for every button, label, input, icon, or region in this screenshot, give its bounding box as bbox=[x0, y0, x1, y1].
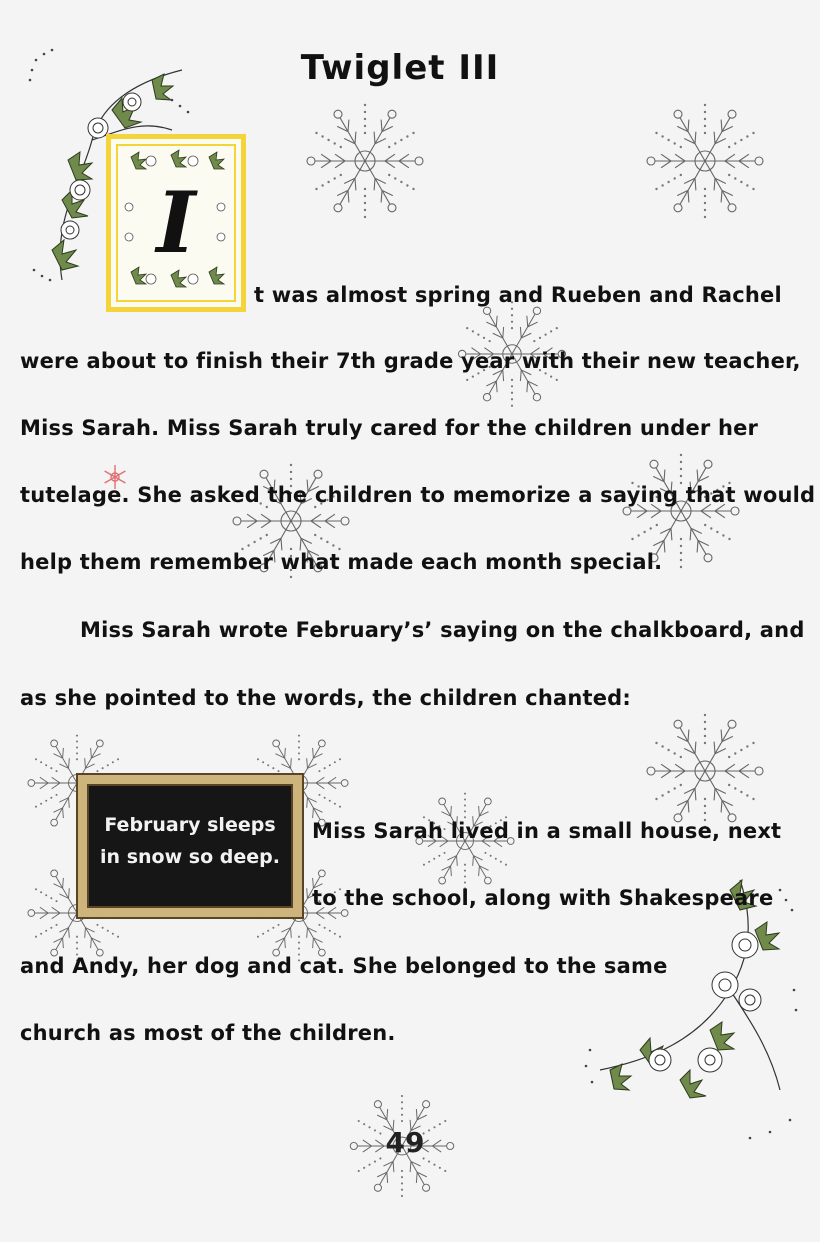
drop-cap-letter: I bbox=[156, 173, 196, 272]
body-text-line: tutelage. She asked the children to memorize a saying that would bbox=[20, 483, 816, 507]
body-text-line: Miss Sarah wrote February’s’ saying on the chalkboard, and bbox=[80, 618, 805, 642]
body-text-line: were about to finish their 7th grade year with their new teacher, bbox=[20, 349, 801, 373]
body-text-line: as she pointed to the words, the children chanted: bbox=[20, 686, 632, 710]
body-text-line: church as most of the children. bbox=[20, 1021, 396, 1045]
body-text-line: and Andy, her dog and cat. She belonged to the same bbox=[20, 954, 668, 978]
body-text-line: Miss Sarah lived in a small house, next bbox=[312, 819, 782, 843]
chalkboard-line: February sleeps bbox=[104, 814, 276, 836]
snowflake-decoration bbox=[640, 96, 770, 226]
chalkboard bbox=[78, 775, 302, 917]
body-text-line: Miss Sarah. Miss Sarah truly cared for the children under her bbox=[20, 416, 759, 440]
body-text-line: to the school, along with Shakespeare bbox=[312, 886, 774, 910]
page-title: Twiglet III bbox=[300, 48, 500, 88]
holly-vine-bottom-right bbox=[580, 870, 805, 1150]
snowflake-decoration bbox=[300, 96, 430, 226]
snowflake-decoration bbox=[640, 706, 770, 836]
chalkboard-line: in snow so deep. bbox=[100, 846, 280, 868]
body-text-line: t was almost spring and Rueben and Rachel bbox=[254, 283, 782, 307]
page-number: 49 bbox=[385, 1126, 425, 1159]
body-text-line: help them remember what made each month special. bbox=[20, 550, 663, 574]
illuminated-initial bbox=[106, 134, 246, 312]
